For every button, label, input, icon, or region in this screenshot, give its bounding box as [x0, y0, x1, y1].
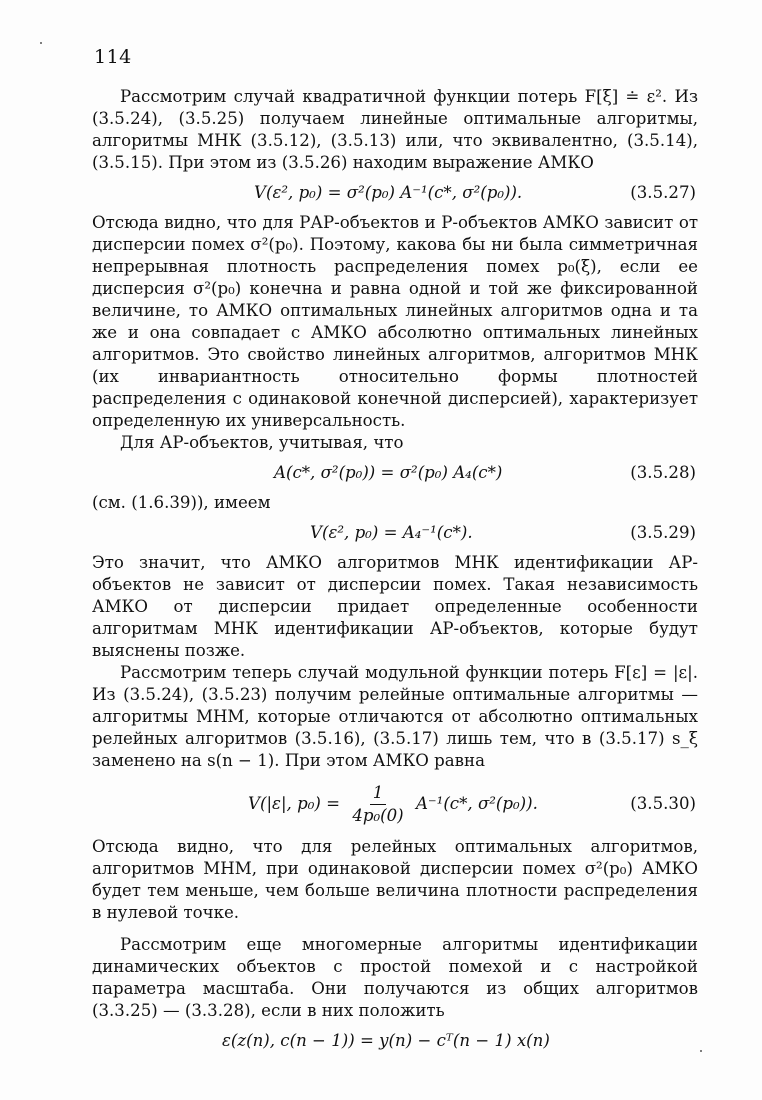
fraction-denominator: 4p₀(0)	[352, 805, 404, 825]
paragraph: Отсюда видно, что для релейных оптимальных алгоритмов, алгоритмов МНМ, при одинаковой дисперсии помех σ²(p₀) АМКО будет тем меньше, чем больше величина плотности распределения в нулевой точке.	[92, 837, 698, 922]
equation-number: (3.5.27)	[630, 183, 696, 202]
equation-formula: A(c*, σ²(p₀)) = σ²(p₀) A₄(c*)	[274, 463, 503, 482]
paragraph: Рассмотрим теперь случай модульной функции потерь F[ε] = |ε|. Из (3.5.24), (3.5.23) получим релейные оптимальные алгоритмы — алгоритмы МНМ, которые отличаются от абсолютно оптимальных релейных алгоритмов (3.5.16), (3.5.17) лишь тем, что в (3.5.17) s_ξ заменено на s(n − 1). При этом АМКО равна	[92, 663, 698, 770]
scan-speck	[700, 1050, 702, 1052]
equation-left: V(|ε|, p₀) =	[248, 793, 341, 813]
equation-3-5-30	[92, 772, 698, 836]
equation-3-5-28	[92, 454, 698, 492]
equation-formula: V(ε², p₀) = σ²(p₀) A⁻¹(c*, σ²(p₀)).	[254, 183, 523, 202]
paragraph-gap	[92, 924, 698, 934]
paragraph: Рассмотрим еще многомерные алгоритмы идентификации динамических объектов с простой помехой и с настройкой параметра масштаба. Они получаются из общих алгоритмов (3.3.25) — (3.3.28), если в них положить	[92, 935, 698, 1020]
fraction	[349, 783, 406, 826]
equation-3-5-27	[92, 174, 698, 212]
scan-speck	[40, 42, 42, 44]
fraction-numerator: 1	[370, 783, 387, 805]
paragraph: Это значит, что АМКО алгоритмов МНК идентификации АР-объектов не зависит от дисперсии помех. Такая независимость АМКО от дисперсии придает определенные особенности алгоритмам МНК идентификации АР-объектов, которые будут выяснены позже.	[92, 553, 698, 660]
equation-error-def	[92, 1022, 698, 1060]
equation-right: A⁻¹(c*, σ²(p₀)).	[415, 793, 538, 813]
paragraph: Рассмотрим случай квадратичной функции потерь F[ξ] ≐ ε². Из (3.5.24), (3.5.25) получаем линейные оптимальные алгоритмы, алгоритмы МНК (3.5.12), (3.5.13) или, что эквивалентно, (3.5.14), (3.5.15). При этом из (3.5.26) находим выражение АМКО	[92, 87, 698, 172]
equation-number: (3.5.29)	[630, 523, 696, 542]
body-text	[92, 86, 698, 1060]
equation-number: (3.5.28)	[630, 463, 696, 482]
equation-3-5-29	[92, 514, 698, 552]
equation-formula: ε(z(n), c(n − 1)) = y(n) − cᵀ(n − 1) x(n)	[222, 1031, 550, 1050]
paragraph: Для АР-объектов, учитывая, что	[120, 433, 404, 452]
paragraph: Отсюда видно, что для РАР-объектов и Р-объектов АМКО зависит от дисперсии помех σ²(p₀). Поэтому, какова бы ни была симметричная непрерывная плотность распределения помех p₀(ξ), если ее дисперсия σ²(p₀) конечна и равна одной и той же фиксированной величине, то АМКО оптимальных линейных алгоритмов одна и та же и она совпадает с АМКО абсолютно оптимальных линейных алгоритмов. Это свойство линейных алгоритмов, алгоритмов МНК (их инвариантность относительно формы плотностей распределения с одинаковой конечной дисперсией), характеризует определенную их универсальность.	[92, 213, 698, 430]
equation-formula: V(ε², p₀) = A₄⁻¹(c*).	[310, 523, 473, 542]
equation-formula	[248, 783, 538, 826]
paragraph: (см. (1.6.39)), имеем	[92, 493, 271, 512]
equation-number: (3.5.30)	[630, 794, 696, 813]
page-number: 114	[94, 46, 132, 68]
